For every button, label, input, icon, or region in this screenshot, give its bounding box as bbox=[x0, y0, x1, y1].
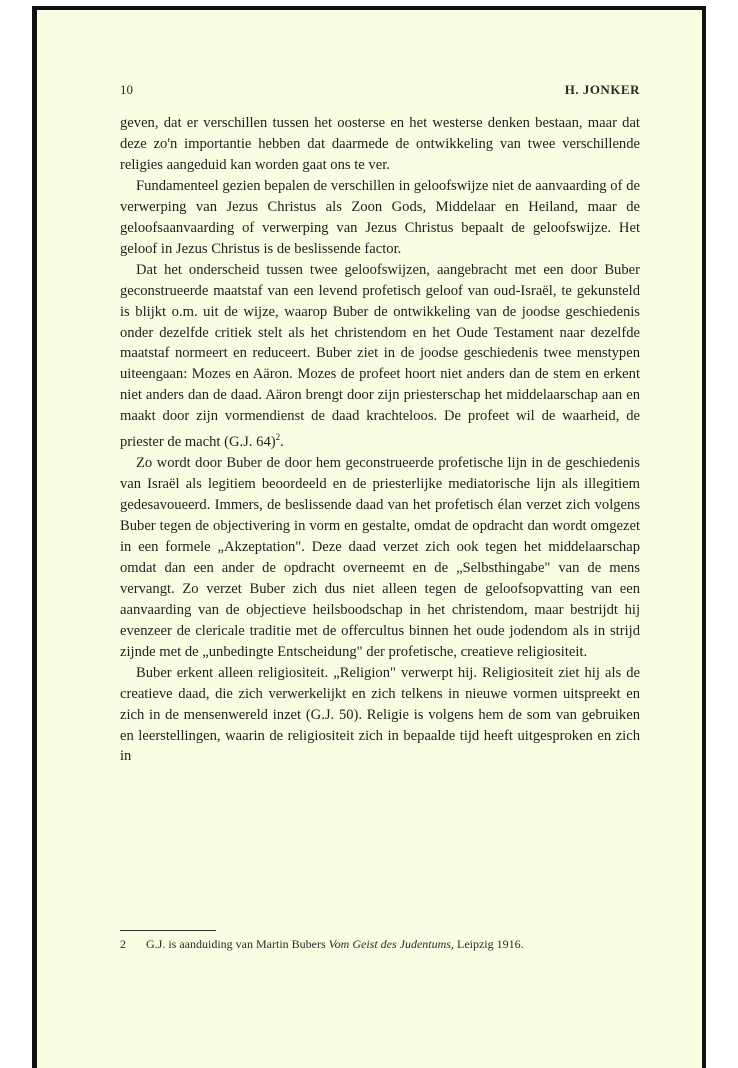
paragraph-3 bbox=[120, 260, 640, 453]
footnote-text-before: G.J. is aanduiding van Martin Bubers bbox=[146, 937, 329, 951]
paragraph-1: geven, dat er verschillen tussen het oosterse en het westerse denken bestaan, maar dat deze zo'n importantie hebben dat daarmede de ontwikkeling van twee verschillende religies aangeduid kan worden gaat ons te ver. bbox=[120, 115, 640, 173]
footnote-text-after: , Leipzig 1916. bbox=[450, 937, 524, 951]
footnote-reference-period: . bbox=[280, 434, 284, 451]
footnote-rule bbox=[120, 930, 216, 931]
paragraph-2: Fundamenteel gezien bepalen de verschillen in geloofswijze niet de aanvaarding of de verwerping van Jezus Christus als Zoon Gods, Middelaar en Heiland, maar de geloofsaanvaarding of verwerping van Jezus Christus bepaalt de geloofswijze. Het geloof in Jezus Christus is de beslissende factor. bbox=[120, 177, 640, 257]
paragraph-3-text: Dat het onderscheid tussen twee geloofswijzen, aangebracht met een door Buber geconstrueerde maatstaf van een levend profetisch geloof van oud-Israël, te gekunsteld is blijkt o.m. uit de wijze, waarop Buber de ontwikkeling van de joodse geschiedenis onder dezelfde critiek stelt als het christendom en het Oude Testament naar dezelfde maatstaf normeert en reduceert. Buber ziet in de joodse geschiedenis twee menstypen uiteengaan: Mozes en Aäron. Mozes de profeet hoort niet anders dan de stem en erkent niet anders dan de daad. Aäron brengt door zijn priesterschap het middelaarschap aan en maakt door zijn vormendienst de daad krachteloos. De profeet wil de waarheid, de priester de macht (G.J. 64) bbox=[120, 261, 640, 451]
page-header bbox=[120, 82, 640, 102]
footnote-title: Vom Geist des Judentums bbox=[328, 937, 451, 951]
footnote bbox=[120, 937, 640, 952]
running-head: H. JONKER bbox=[564, 82, 640, 97]
footnote-reference: 2 bbox=[275, 432, 281, 443]
page-number: 10 bbox=[120, 82, 133, 97]
paragraph-4: Zo wordt door Buber de door hem geconstrueerde profetische lijn in de geschiedenis van Israël als legitiem beoordeeld en de priesterlijke mediatorische lijn als illegitiem gedesavoueerd. Immers, de beslissende daad van het profetisch élan verzet zich volgens Buber tegen de objectivering in vorm en gestalte, omdat de opdracht dan wordt omgezet in een formele „Akzeptation". Deze daad verzet zich ook tegen het middelaarschap omdat dan een ander de opdracht overneemt en de „Selbsthingabe" van de mens vervangt. Zo verzet Buber zich dus niet alleen tegen de geloofsopvatting van een aanvaarding van de objectieve heilsboodschap in het christendom, maar bestrijdt hij evenzeer de clericale traditie met de offercultus binnen het oude jodendom als in strijd zijnde met de „unbedingte Entscheidung" der profetische, creatieve religiositeit. bbox=[120, 455, 640, 660]
footnote-number: 2 bbox=[120, 937, 126, 951]
body-text bbox=[120, 113, 640, 767]
paragraph-5: Buber erkent alleen religiositeit. „Religion" verwerpt hij. Religiositeit ziet hij als de creatieve daad, die zich verwerkelijkt en zich telkens in nieuwe vormen uitspreekt en zich in de mensenwereld inzet (G.J. 50). Religie is volgens hem de som van gebruiken en leerstellingen, waarin de religiositeit zich in bepaalde tijd heeft uitgesproken en zich in bbox=[120, 664, 640, 765]
